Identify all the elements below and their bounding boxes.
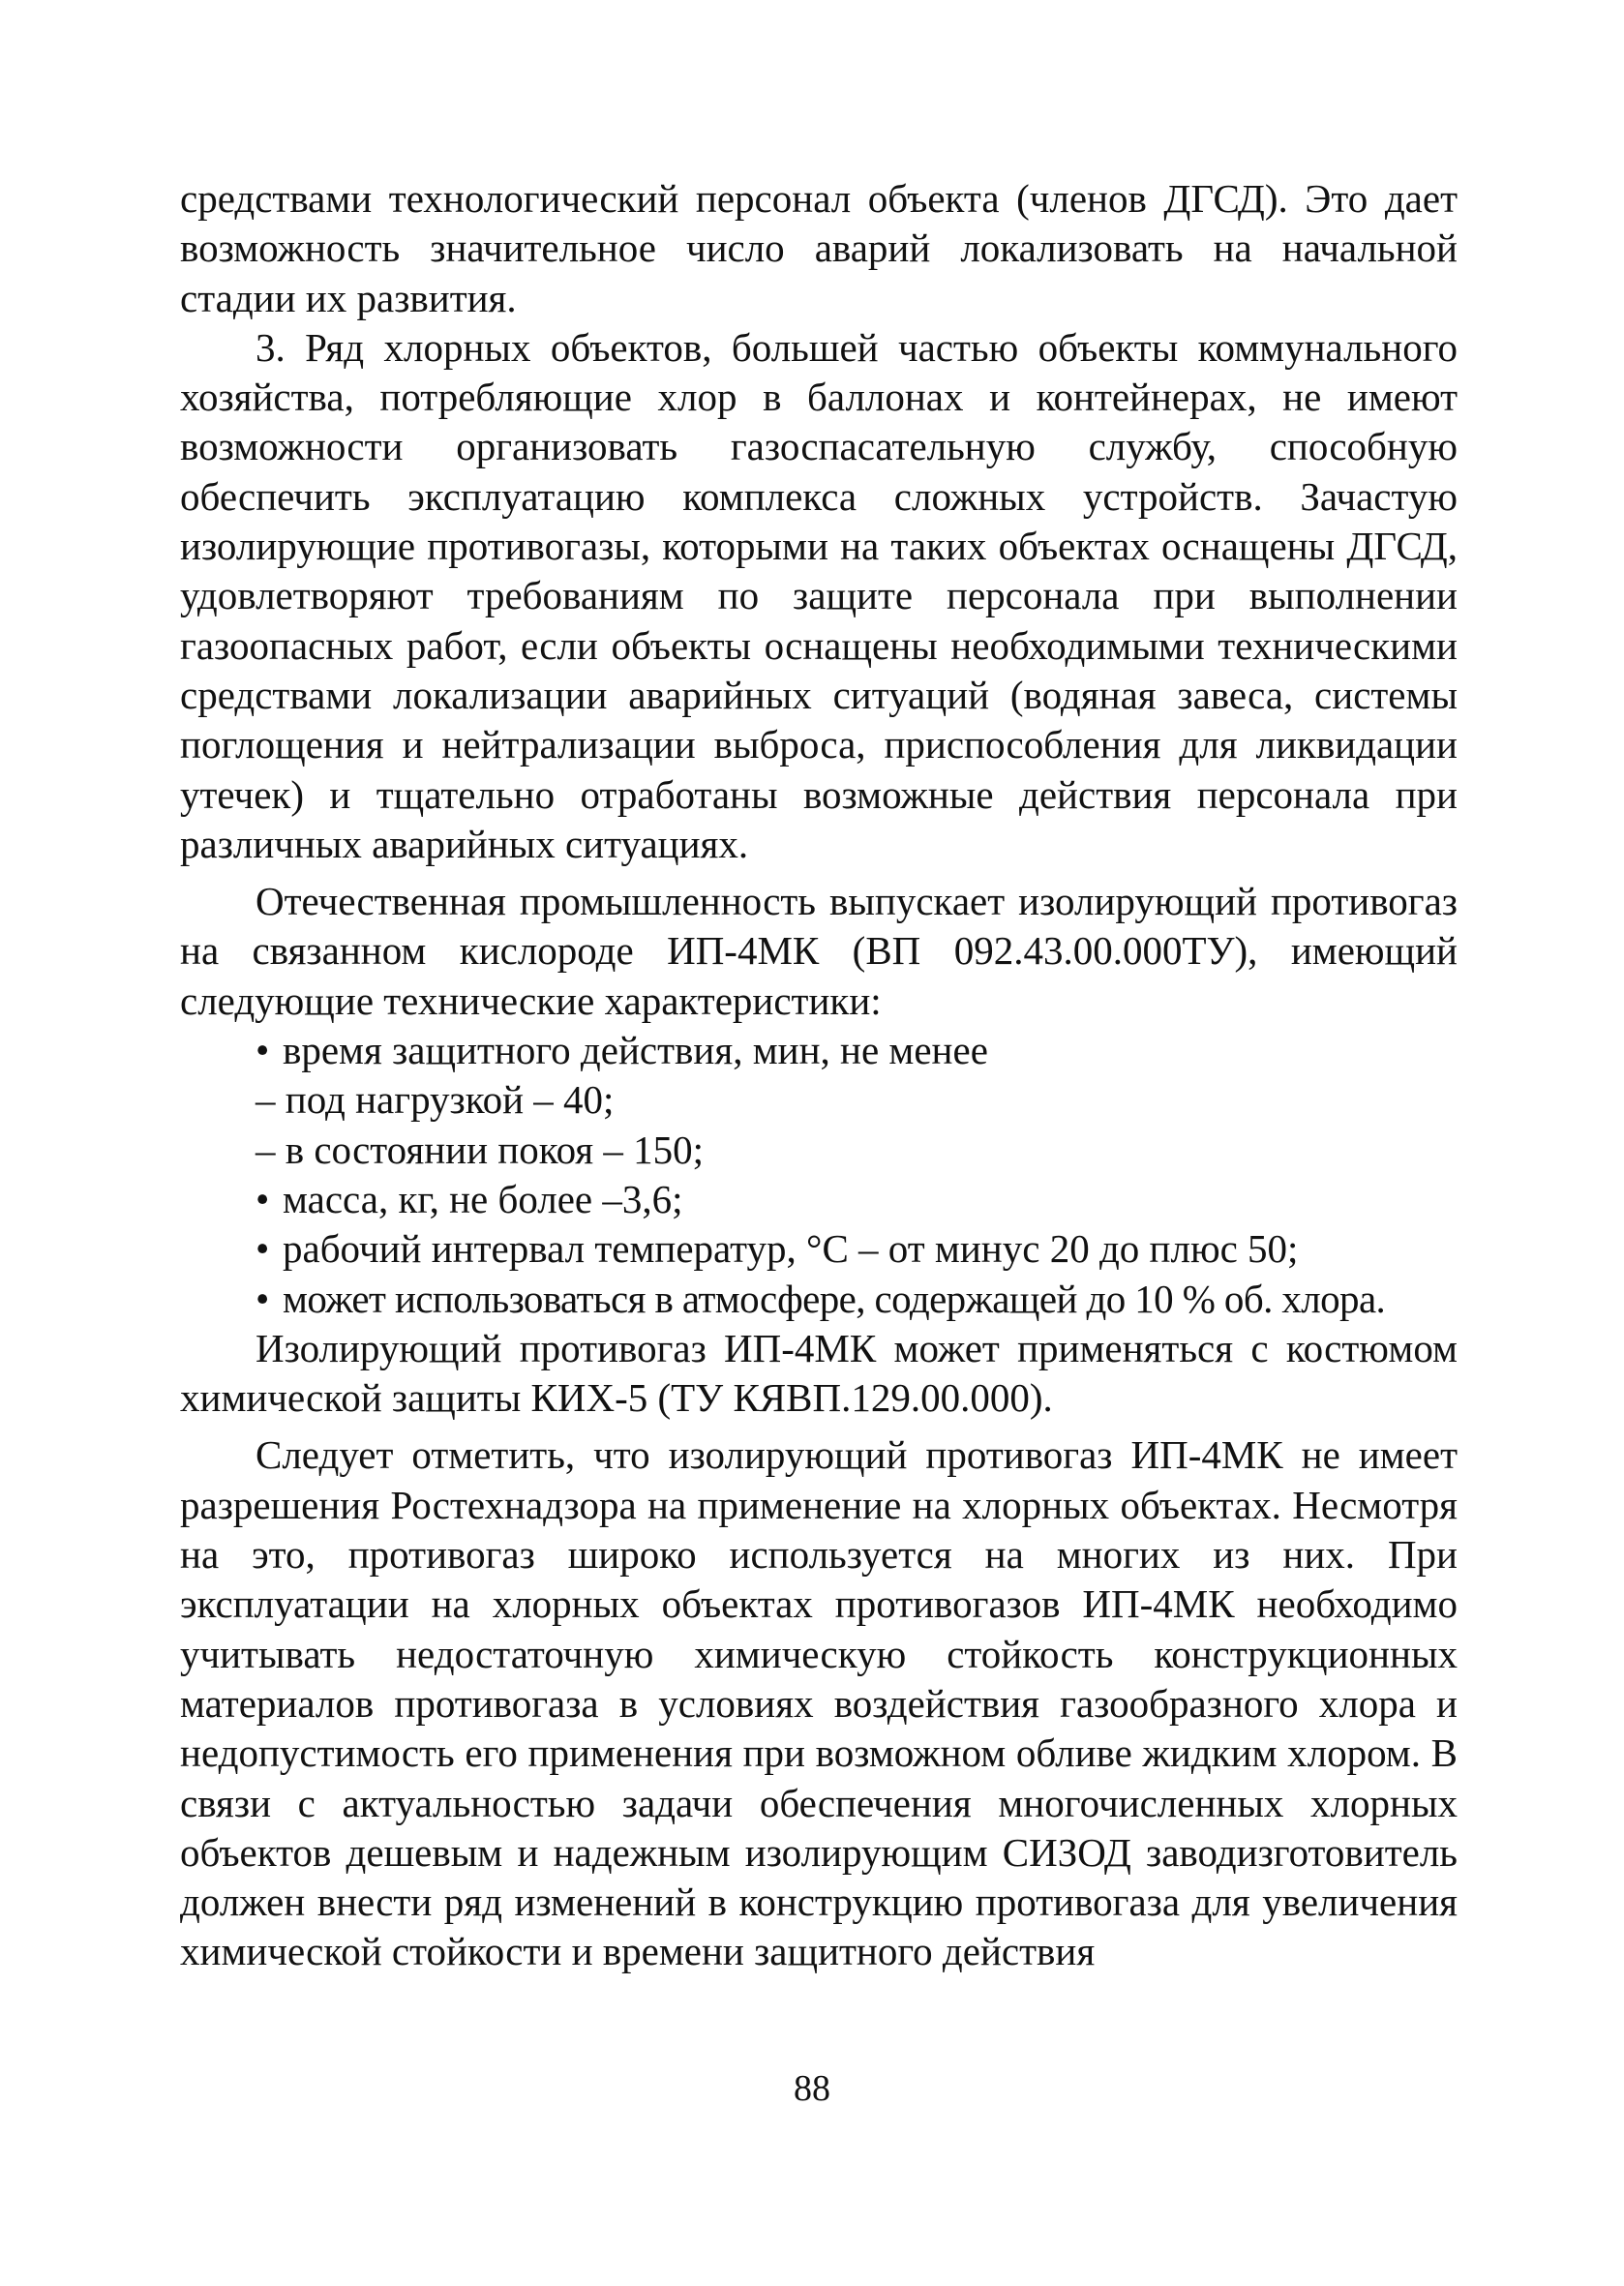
spec-item-atmosphere [180,1275,1458,1324]
page-number: 88 [794,2068,830,2109]
bullet-icon: • [256,1226,270,1272]
dash-icon: – [256,1127,276,1172]
spec-item-text: под нагрузкой – 40; [285,1077,615,1123]
spec-subitem-under-load [180,1075,1458,1125]
spec-subitem-at-rest [180,1126,1458,1175]
spec-item-text: может использоваться в атмосфере, содержащей до 10 % об. хлора. [283,1276,1386,1321]
spec-item-text: в состоянии покоя – 150; [285,1127,705,1172]
paragraph-rostekhnadzor: Следует отметить, что изолирующий противогаз ИП-4МК не имеет разрешения Ростехнадзора на применение на хлорных объектах. Несмотря на это, противогаз широко используется на многих из них. При эксплуатации на хлорных объектах противогазов ИП-4МК необходимо учитывать недостаточную химическую стойкость конструкционных материалов противогаза в условиях воздействия газообразного хлора и недопустимость его применения при возможном обливе жидким хлором. В связи с актуальностью задачи обеспечения многочисленных хлорных объектов дешевым и надежным изолирующим СИЗОД заводизготовитель должен внести ряд изменений в конструкцию противогаза для увеличения химической стойкости и времени защитного действия [180,1432,1458,1974]
paragraph-item-3: 3. Ряд хлорных объектов, большей частью объекты коммунального хозяйства, потребляющие хлор в баллонах и контейнерах, не имеют возможности организовать газоспасательную службу, способную обеспечить эксплуатацию комплекса сложных устройств. Зачастую изолирующие противогазы, которыми на таких объектах оснащены ДГСД, удовлетворяют требованиям по защите персонала при выполнении газоопасных работ, если объекты оснащены необходимыми техническими средствами локализации аварийных ситуаций (водяная завеса, системы поглощения и нейтрализации выброса, приспособления для ликвидации утечек) и тщательно отработаны возможные действия персонала при различных аварийных ситуациях. [180,324,1458,866]
spec-item-text: рабочий интервал температур, °С – от минус 20 до плюс 50; [283,1226,1299,1272]
dash-icon: – [256,1077,276,1123]
spec-item-protection-time [180,1026,1458,1075]
paragraph-ip4mk-intro: Отечественная промышленность выпускает изолирующий противогаз на связанном кислороде ИП-4МК (ВП 092.43.00.000ТУ), имеющий следующие технические характеристики: [180,879,1458,1023]
spec-item-text: время защитного действия, мин, не менее [283,1028,988,1073]
spec-item-temperature [180,1224,1458,1274]
bullet-icon: • [256,1276,269,1321]
spec-item-mass [180,1175,1458,1224]
paragraph-kikh5: Изолирующий противогаз ИП-4МК может применяться с костюмом химической защиты КИХ-5 (ТУ КЯВП.129.00.000). [180,1325,1458,1421]
main-text [180,174,1458,1977]
paragraph-continuation: средствами технологический персонал объекта (членов ДГСД). Это дает возможность значительное число аварий локализовать на начальной стадии их развития. [180,176,1458,320]
bullet-icon: • [256,1176,270,1221]
bullet-icon: • [256,1028,270,1073]
spec-list [180,1026,1458,1324]
spec-item-text: масса, кг, не более –3,6; [283,1176,683,1221]
